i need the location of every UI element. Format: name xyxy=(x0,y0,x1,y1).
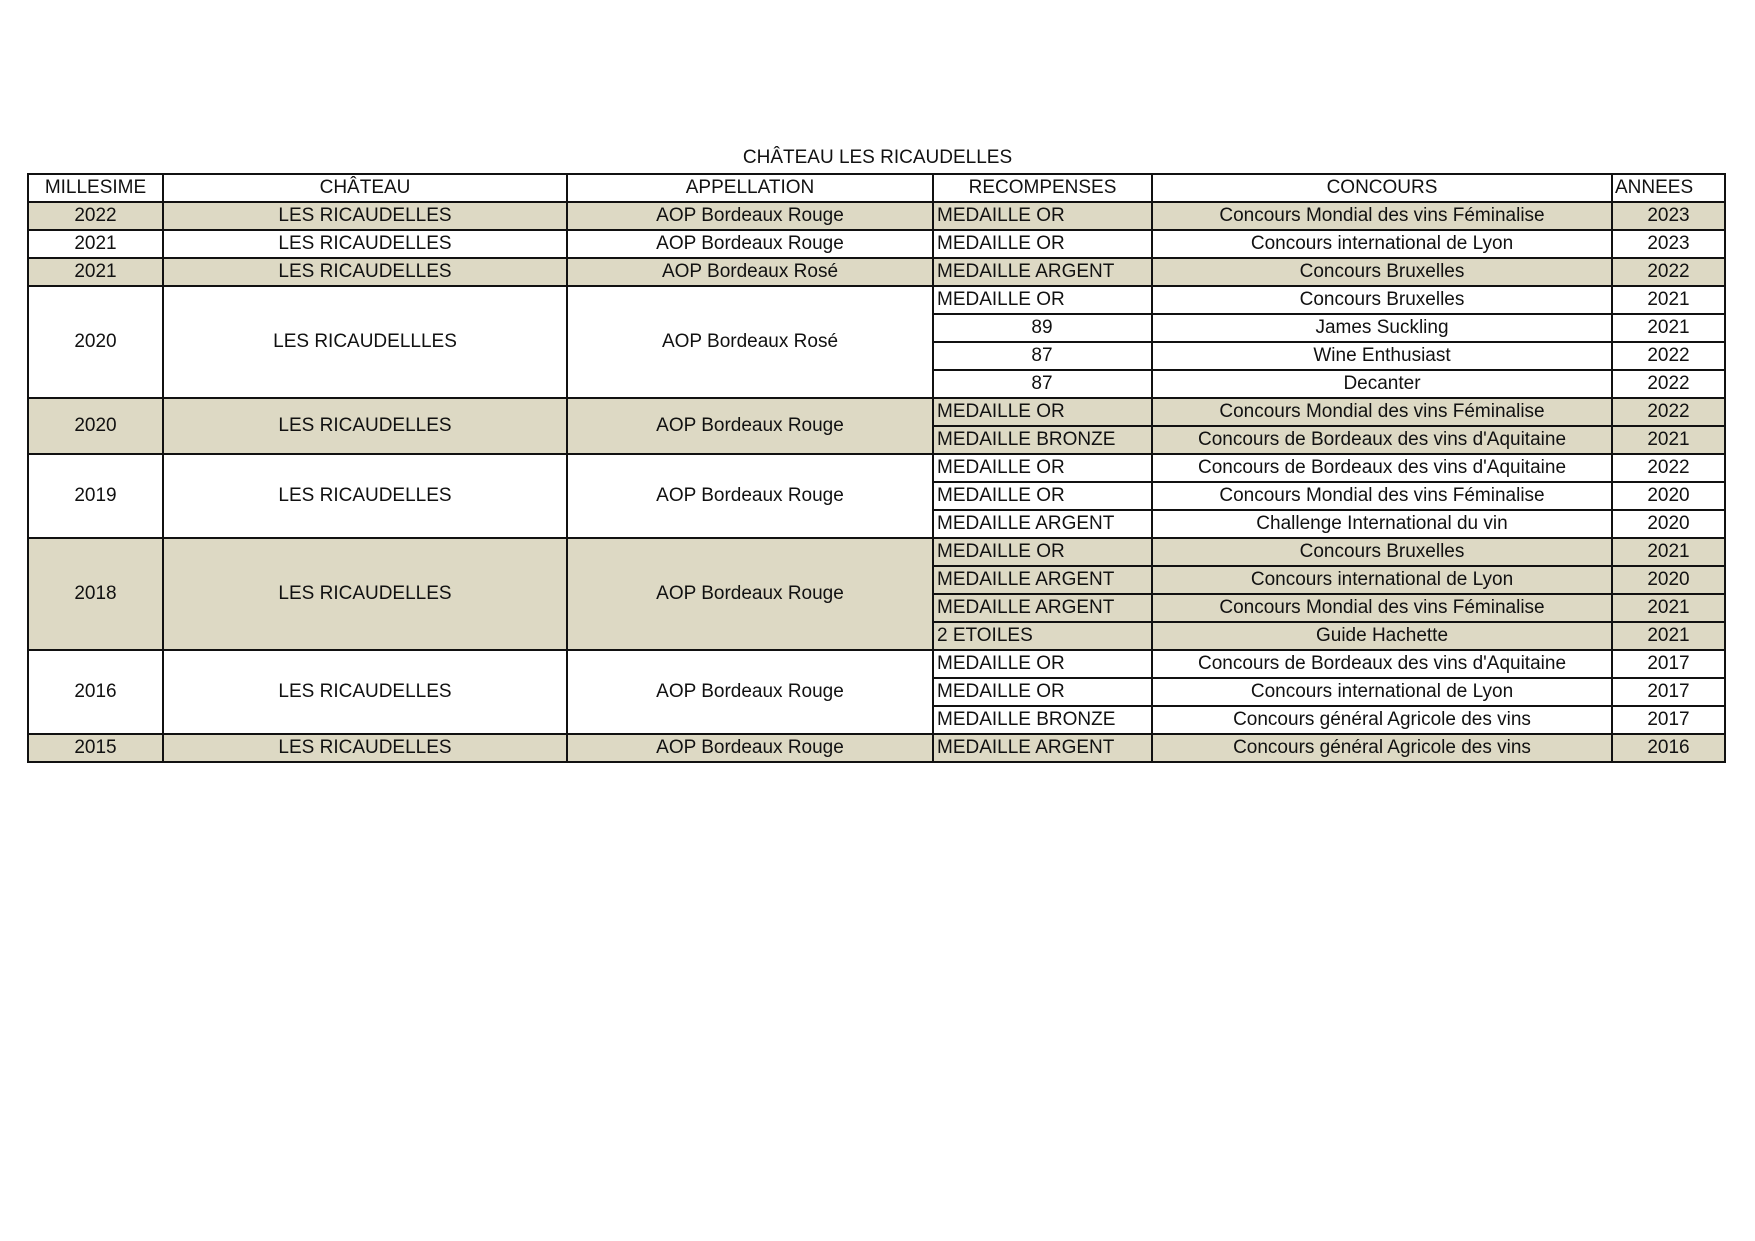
recompense-cell: MEDAILLE OR xyxy=(933,538,1152,566)
annee-cell: 2020 xyxy=(1612,566,1725,594)
concours-cell: Concours de Bordeaux des vins d'Aquitaine xyxy=(1152,650,1612,678)
millesime-cell: 2021 xyxy=(28,258,163,286)
concours-cell: Concours Mondial des vins Féminalise xyxy=(1152,398,1612,426)
awards-table xyxy=(27,173,1726,763)
concours-cell: Concours international de Lyon xyxy=(1152,678,1612,706)
table-row xyxy=(28,734,1725,762)
chateau-cell: LES RICAUDELLES xyxy=(163,650,567,734)
chateau-cell: LES RICAUDELLES xyxy=(163,202,567,230)
concours-cell: Concours Bruxelles xyxy=(1152,258,1612,286)
chateau-cell: LES RICAUDELLES xyxy=(163,398,567,454)
millesime-cell: 2021 xyxy=(28,230,163,258)
concours-cell: Wine Enthusiast xyxy=(1152,342,1612,370)
table-row xyxy=(28,454,1725,482)
header-recompenses: RECOMPENSES xyxy=(933,174,1152,202)
concours-cell: Concours Mondial des vins Féminalise xyxy=(1152,482,1612,510)
recompense-cell: MEDAILLE OR xyxy=(933,230,1152,258)
recompense-cell: 87 xyxy=(933,342,1152,370)
appellation-cell: AOP Bordeaux Rouge xyxy=(567,650,933,734)
table-row xyxy=(28,230,1725,258)
recompense-cell: MEDAILLE OR xyxy=(933,678,1152,706)
header-chateau: CHÂTEAU xyxy=(163,174,567,202)
annee-cell: 2021 xyxy=(1612,426,1725,454)
concours-cell: Concours Mondial des vins Féminalise xyxy=(1152,594,1612,622)
chateau-cell: LES RICAUDELLES xyxy=(163,538,567,650)
concours-cell: Concours de Bordeaux des vins d'Aquitaine xyxy=(1152,426,1612,454)
concours-cell: Concours international de Lyon xyxy=(1152,566,1612,594)
recompense-cell: MEDAILLE ARGENT xyxy=(933,594,1152,622)
annee-cell: 2021 xyxy=(1612,594,1725,622)
appellation-cell: AOP Bordeaux Rouge xyxy=(567,202,933,230)
annee-cell: 2023 xyxy=(1612,230,1725,258)
appellation-cell: AOP Bordeaux Rouge xyxy=(567,538,933,650)
recompense-cell: MEDAILLE ARGENT xyxy=(933,510,1152,538)
recompense-cell: MEDAILLE ARGENT xyxy=(933,566,1152,594)
chateau-cell: LES RICAUDELLES xyxy=(163,734,567,762)
annee-cell: 2021 xyxy=(1612,314,1725,342)
concours-cell: Challenge International du vin xyxy=(1152,510,1612,538)
table-row xyxy=(28,650,1725,678)
recompense-cell: MEDAILLE OR xyxy=(933,454,1152,482)
appellation-cell: AOP Bordeaux Rouge xyxy=(567,230,933,258)
table-row xyxy=(28,286,1725,314)
recompense-cell: MEDAILLE OR xyxy=(933,482,1152,510)
appellation-cell: AOP Bordeaux Rosé xyxy=(567,258,933,286)
table-header-row xyxy=(28,174,1725,202)
millesime-cell: 2022 xyxy=(28,202,163,230)
appellation-cell: AOP Bordeaux Rouge xyxy=(567,734,933,762)
annee-cell: 2020 xyxy=(1612,482,1725,510)
chateau-cell: LES RICAUDELLES xyxy=(163,258,567,286)
annee-cell: 2021 xyxy=(1612,286,1725,314)
recompense-cell: MEDAILLE BRONZE xyxy=(933,426,1152,454)
concours-cell: Concours international de Lyon xyxy=(1152,230,1612,258)
chateau-cell: LES RICAUDELLES xyxy=(163,230,567,258)
annee-cell: 2021 xyxy=(1612,622,1725,650)
concours-cell: Concours de Bordeaux des vins d'Aquitaine xyxy=(1152,454,1612,482)
chateau-cell: LES RICAUDELLLES xyxy=(163,286,567,398)
annee-cell: 2022 xyxy=(1612,342,1725,370)
annee-cell: 2017 xyxy=(1612,678,1725,706)
recompense-cell: 2 ETOILES xyxy=(933,622,1152,650)
table-row xyxy=(28,258,1725,286)
annee-cell: 2023 xyxy=(1612,202,1725,230)
appellation-cell: AOP Bordeaux Rosé xyxy=(567,286,933,398)
annee-cell: 2020 xyxy=(1612,510,1725,538)
concours-cell: Concours général Agricole des vins xyxy=(1152,734,1612,762)
concours-cell: Concours Mondial des vins Féminalise xyxy=(1152,202,1612,230)
millesime-cell: 2020 xyxy=(28,398,163,454)
chateau-cell: LES RICAUDELLES xyxy=(163,454,567,538)
recompense-cell: 87 xyxy=(933,370,1152,398)
recompense-cell: MEDAILLE ARGENT xyxy=(933,258,1152,286)
annee-cell: 2021 xyxy=(1612,538,1725,566)
header-annees: ANNEES xyxy=(1612,174,1725,202)
concours-cell: Decanter xyxy=(1152,370,1612,398)
annee-cell: 2016 xyxy=(1612,734,1725,762)
annee-cell: 2022 xyxy=(1612,454,1725,482)
recompense-cell: MEDAILLE OR xyxy=(933,398,1152,426)
millesime-cell: 2019 xyxy=(28,454,163,538)
table-row xyxy=(28,398,1725,426)
annee-cell: 2022 xyxy=(1612,370,1725,398)
header-millesime: MILLESIME xyxy=(28,174,163,202)
millesime-cell: 2016 xyxy=(28,650,163,734)
millesime-cell: 2015 xyxy=(28,734,163,762)
millesime-cell: 2018 xyxy=(28,538,163,650)
recompense-cell: MEDAILLE ARGENT xyxy=(933,734,1152,762)
appellation-cell: AOP Bordeaux Rouge xyxy=(567,454,933,538)
page-title: CHÂTEAU LES RICAUDELLES xyxy=(742,147,1013,168)
concours-cell: Concours Bruxelles xyxy=(1152,286,1612,314)
concours-cell: Guide Hachette xyxy=(1152,622,1612,650)
annee-cell: 2022 xyxy=(1612,398,1725,426)
awards-body xyxy=(28,202,1725,762)
annee-cell: 2017 xyxy=(1612,706,1725,734)
recompense-cell: MEDAILLE OR xyxy=(933,650,1152,678)
concours-cell: Concours général Agricole des vins xyxy=(1152,706,1612,734)
concours-cell: Concours Bruxelles xyxy=(1152,538,1612,566)
annee-cell: 2017 xyxy=(1612,650,1725,678)
annee-cell: 2022 xyxy=(1612,258,1725,286)
table-row xyxy=(28,538,1725,566)
recompense-cell: MEDAILLE OR xyxy=(933,202,1152,230)
concours-cell: James Suckling xyxy=(1152,314,1612,342)
recompense-cell: MEDAILLE OR xyxy=(933,286,1152,314)
header-concours: CONCOURS xyxy=(1152,174,1612,202)
recompense-cell: MEDAILLE BRONZE xyxy=(933,706,1152,734)
millesime-cell: 2020 xyxy=(28,286,163,398)
recompense-cell: 89 xyxy=(933,314,1152,342)
table-row xyxy=(28,202,1725,230)
appellation-cell: AOP Bordeaux Rouge xyxy=(567,398,933,454)
header-appellation: APPELLATION xyxy=(567,174,933,202)
